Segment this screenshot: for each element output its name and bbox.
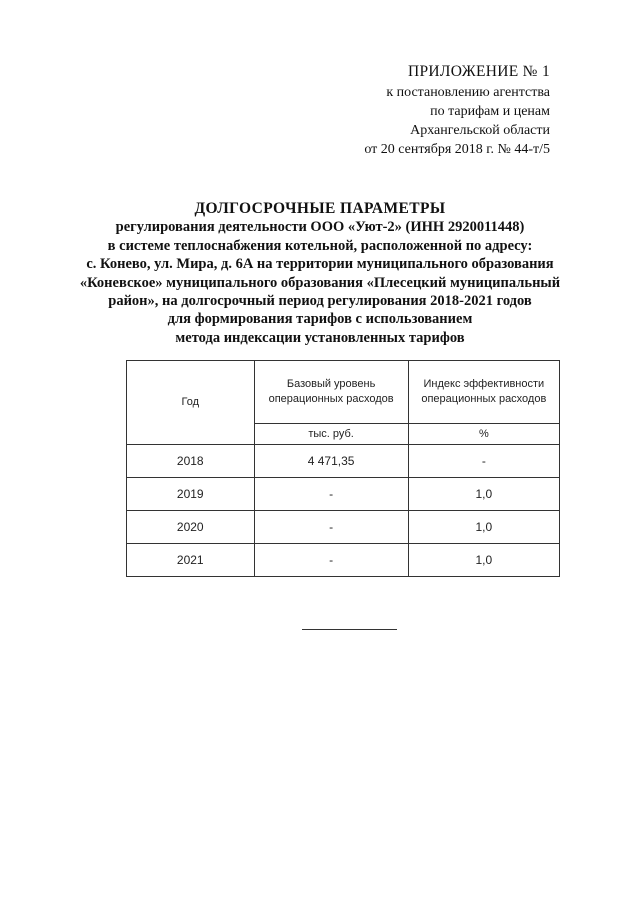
heading-line: для формирования тарифов с использованием <box>167 311 473 328</box>
heading-line: метода индексации установленных тарифов <box>175 329 465 346</box>
appendix-line: Архангельской области <box>410 123 550 138</box>
cell-index: 1,0 <box>408 511 559 544</box>
unit-base: тыс. руб. <box>254 424 408 445</box>
cell-year: 2019 <box>127 478 255 511</box>
unit-index: % <box>408 424 559 445</box>
heading-line: с. Конево, ул. Мира, д. 6А на территории муниципального образования <box>86 256 554 273</box>
heading-line: в системе теплоснабжения котельной, расположенной по адресу: <box>107 237 533 254</box>
cell-base: - <box>254 511 408 544</box>
cell-index: - <box>408 445 559 478</box>
cell-base: 4 471,35 <box>254 445 408 478</box>
appendix-block <box>270 62 550 159</box>
cell-index: 1,0 <box>408 544 559 577</box>
document-title: ДОЛГОСРОЧНЫЕ ПАРАМЕТРЫ <box>194 200 446 217</box>
appendix-line: от 20 сентября 2018 г. № 44-т/5 <box>364 142 550 157</box>
header-efficiency-index: Индекс эффективности операционных расходов <box>408 361 559 424</box>
heading-line: регулирования деятельности ООО «Уют-2» (ИНН 2920011448) <box>115 219 525 236</box>
appendix-title: ПРИЛОЖЕНИЕ № 1 <box>407 63 550 80</box>
heading-line: район», на долгосрочный период регулирования 2018-2021 годов <box>108 293 532 310</box>
table-row <box>127 511 560 544</box>
table-header-row <box>127 361 560 424</box>
closing-divider-line <box>302 629 397 630</box>
document-heading <box>60 200 580 347</box>
cell-base: - <box>254 544 408 577</box>
appendix-line: по тарифам и ценам <box>430 104 550 119</box>
heading-line: «Коневское» муниципального образования «Плесецкий муниципальный <box>79 274 561 291</box>
cell-year: 2020 <box>127 511 255 544</box>
cell-base: - <box>254 478 408 511</box>
header-year: Год <box>127 361 255 445</box>
table-row <box>127 478 560 511</box>
appendix-line: к постановлению агентства <box>386 85 550 100</box>
table-row <box>127 445 560 478</box>
cell-year: 2018 <box>127 445 255 478</box>
parameters-table <box>126 360 560 577</box>
cell-index: 1,0 <box>408 478 559 511</box>
cell-year: 2021 <box>127 544 255 577</box>
header-base-level: Базовый уровень операционных расходов <box>254 361 408 424</box>
table-row <box>127 544 560 577</box>
